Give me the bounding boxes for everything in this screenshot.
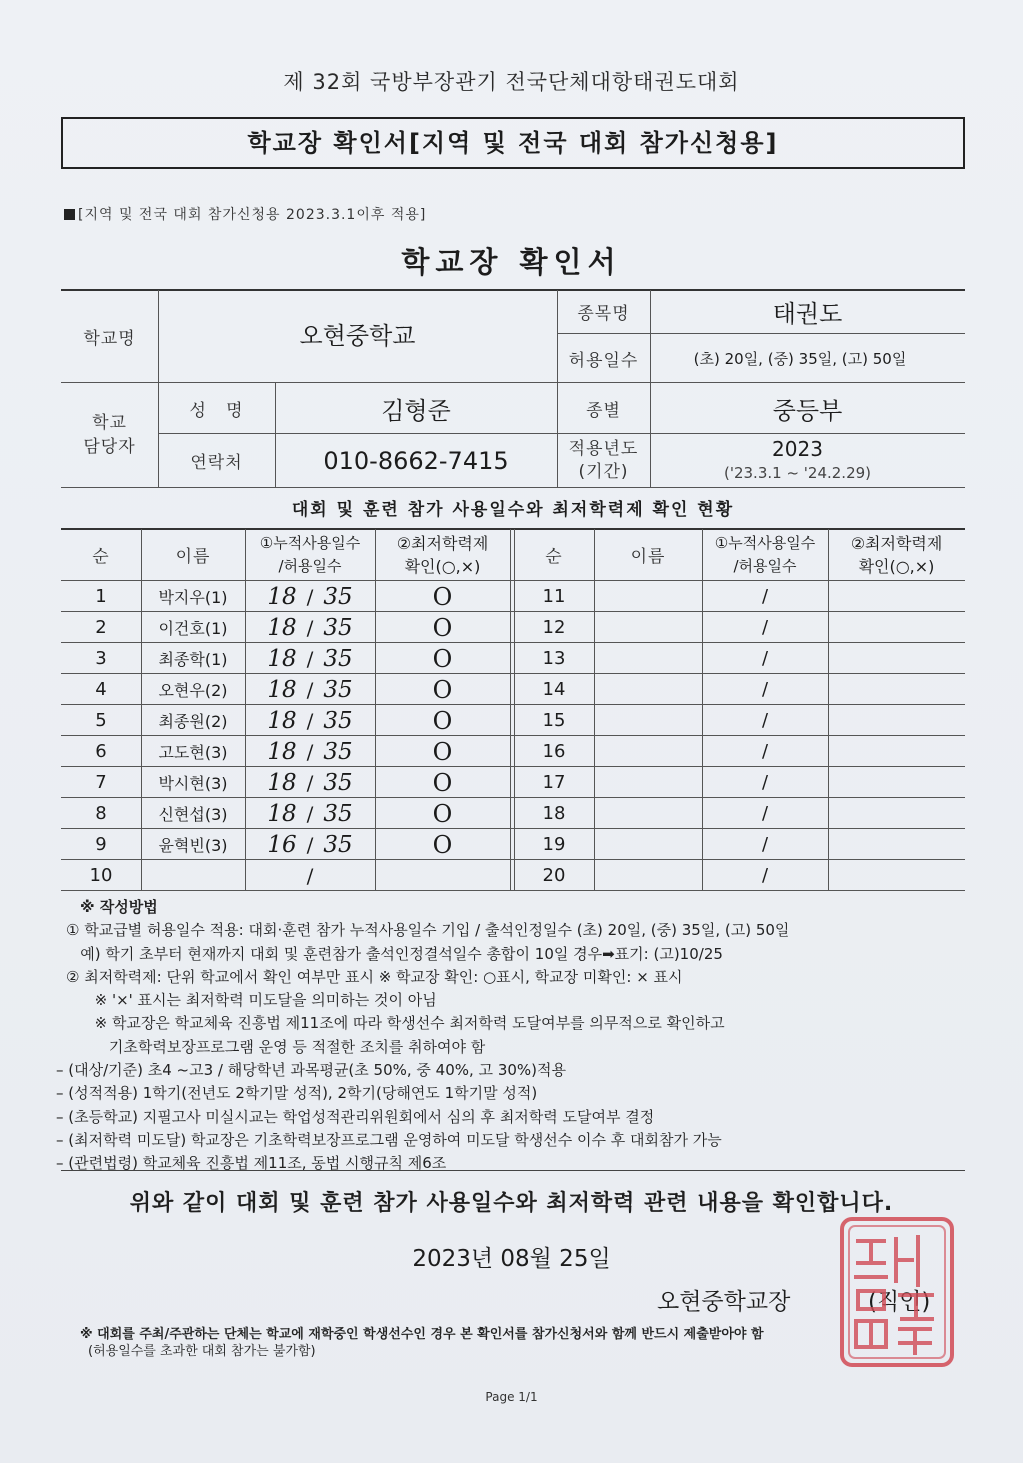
- col-days-header-right: [702, 529, 828, 580]
- phone-label: 연락처: [190, 453, 243, 473]
- category-label: 종별: [586, 400, 621, 421]
- row-number: 6: [95, 741, 107, 762]
- contact-label-2: 담당자: [83, 437, 136, 457]
- days-cell: [245, 736, 375, 767]
- document-title-box: 학교장 확인서[지역 및 전국 대회 참가신청용]: [61, 117, 965, 169]
- row-number: 1: [95, 586, 107, 607]
- confirm-statement: 위와 같이 대회 및 훈련 참가 사용일수와 최저학력 관련 내용을 확인합니다.: [129, 1191, 894, 1216]
- days-cell: [245, 705, 375, 736]
- days-used: 18: [267, 614, 297, 641]
- row-number: 4: [95, 679, 107, 700]
- col-days-header-right-1: ①누적사용일수: [714, 533, 816, 552]
- instruction-line: – (최저학력 미도달) 학교장은 기초학력보장프로그램 운영하여 미도달 학생선수 이수 후 대회참가 가능: [56, 1130, 722, 1149]
- official-seal-image: [836, 1213, 958, 1371]
- row-number: 10: [89, 865, 113, 886]
- days-slash: /: [306, 615, 314, 640]
- year-value-cell: [650, 434, 945, 487]
- student-name: 오현우(2): [158, 681, 228, 700]
- instruction-line: ② 최저학력제: 단위 학교에서 확인 여부만 표시 ※ 학교장 확인: ○표시, 학교장 미확인: × 표시: [66, 967, 683, 986]
- seal-label: (직인): [868, 1289, 931, 1315]
- days-slash: /: [761, 617, 769, 638]
- col-days-header: [245, 529, 375, 580]
- days-slash: /: [761, 586, 769, 607]
- academic-check: O: [432, 675, 453, 704]
- days-slash: /: [306, 584, 314, 609]
- event-title: 제 32회 국방부장관기 전국단체대항태권도대회: [283, 70, 740, 94]
- days-slash: /: [761, 865, 769, 886]
- footer-note: [80, 1326, 764, 1360]
- days-slash: /: [306, 801, 314, 826]
- academic-check: [375, 860, 510, 891]
- days-cell: [245, 581, 375, 612]
- instructions-heading: ※ 작성방법: [80, 898, 158, 916]
- days-cell: [245, 798, 375, 829]
- table-vline: [510, 529, 511, 891]
- days-slash: /: [306, 863, 314, 888]
- col-no-header-right: 순: [545, 547, 563, 567]
- days-cell: [245, 612, 375, 643]
- days-cell: [245, 829, 375, 860]
- row-number: 19: [542, 834, 566, 855]
- row-number: 13: [542, 648, 566, 669]
- days-used: 18: [267, 676, 297, 703]
- col-days-header-1: ①누적사용일수: [259, 533, 361, 552]
- academic-check: O: [432, 706, 453, 735]
- days-slash: /: [761, 679, 769, 700]
- days-used: 16: [267, 831, 297, 858]
- student-name: 최종원(2): [158, 712, 228, 731]
- instruction-line: – (관련법령) 학교체육 진흥법 제11조, 동법 시행규칙 제6조: [56, 1154, 447, 1173]
- days-used: 18: [267, 800, 297, 827]
- contact-label-1: 학교: [92, 413, 127, 433]
- apply-note-text: [지역 및 전국 대회 참가신청용 2023.3.1이후 적용]: [78, 207, 427, 223]
- instruction-line: – (초등학교) 지필고사 미실시교는 학업성적관리위원회에서 심의 후 최저학력 도달여부 결정: [56, 1107, 655, 1126]
- student-name: 박시현(3): [158, 774, 228, 793]
- days-used: 18: [267, 645, 297, 672]
- square-bullet-icon: [64, 209, 75, 220]
- academic-check: O: [432, 737, 453, 766]
- days-slash: /: [306, 646, 314, 671]
- table-vline: [828, 529, 829, 891]
- document-date: 2023년 08월 25일: [412, 1246, 611, 1272]
- document-heading: 학교장 확인서: [401, 245, 622, 279]
- days-allowed: 35: [323, 583, 353, 610]
- days-slash: /: [761, 772, 769, 793]
- instruction-line: 기초학력보장프로그램 운영 등 적절한 조치를 취하여야 함: [66, 1037, 486, 1056]
- instruction-line: 예) 학기 초부터 현재까지 대회 및 훈련참가 출석인정결석일수 총합이 10일 경우➡표기: (고)10/25: [66, 944, 723, 963]
- col-no-header: 순: [92, 547, 110, 567]
- row-number: 11: [542, 586, 566, 607]
- days-allowed: 35: [323, 614, 353, 641]
- days-slash: /: [306, 832, 314, 857]
- row-number: 8: [95, 803, 107, 824]
- notes-divider: [61, 1170, 965, 1171]
- col-check-header-right: [828, 529, 965, 580]
- sport-label: 종목명: [577, 304, 630, 324]
- days-used: 18: [267, 769, 297, 796]
- days-allowed: 35: [323, 800, 353, 827]
- days-allowed: 35: [323, 645, 353, 672]
- days-used: 18: [267, 583, 297, 610]
- col-check-header: [375, 529, 510, 580]
- instruction-line: – (성적적용) 1학기(전년도 2학기말 성적), 2학기(당해연도 1학기말 성적): [56, 1084, 538, 1103]
- days-slash: /: [306, 739, 314, 764]
- days-slash: /: [761, 803, 769, 824]
- col-name-header-right: 이름: [630, 547, 666, 567]
- days-allowed: 35: [323, 831, 353, 858]
- year-label-1: 적용년도: [568, 438, 639, 459]
- days-slash: /: [306, 708, 314, 733]
- page-number: Page 1/1: [485, 1390, 538, 1404]
- principal-name: 오현중학교장: [657, 1289, 791, 1315]
- row-number: 9: [95, 834, 107, 855]
- footer-note-line1: ※ 대회를 주최/주관하는 단체는 학교에 재학중인 학생선수인 경우 본 확인서를 참가신청서와 함께 반드시 제출받아야 함: [80, 1327, 764, 1342]
- table-title: 대회 및 훈련 참가 사용일수와 최저학력제 확인 현황: [291, 500, 735, 520]
- instruction-line: – (대상/기준) 초4 ~고3 / 해당학년 과목평균(초 50%, 중 40%, 고 30%)적용: [56, 1061, 566, 1080]
- row-number: 17: [542, 772, 566, 793]
- academic-check: O: [432, 613, 453, 642]
- year-label: [557, 434, 650, 487]
- col-days-header-right-2: /허용일수: [733, 556, 797, 575]
- academic-check: O: [432, 644, 453, 673]
- row-number: 15: [542, 710, 566, 731]
- row-number: 16: [542, 741, 566, 762]
- row-number: 18: [542, 803, 566, 824]
- row-number: 20: [542, 865, 566, 886]
- footer-note-line2: (허용일수를 초과한 대회 참가는 불가함): [88, 1344, 316, 1359]
- row-number: 3: [95, 648, 107, 669]
- col-check-header-right-2: 확인(○,×): [858, 556, 935, 576]
- apply-note: [64, 204, 426, 224]
- row-number: 2: [95, 617, 107, 638]
- name-value: 김형준: [381, 396, 451, 425]
- days-allowed: 35: [323, 769, 353, 796]
- name-label: 성 명: [189, 400, 244, 421]
- days-slash: /: [761, 741, 769, 762]
- student-name: [141, 860, 245, 891]
- year-value: 2023: [772, 436, 823, 461]
- contact-label: [61, 383, 158, 487]
- row-number: 12: [542, 617, 566, 638]
- academic-check: O: [432, 768, 453, 797]
- row-number: 14: [542, 679, 566, 700]
- instruction-line: ※ '×' 표시는 최저학력 미도달을 의미하는 것이 아님: [66, 991, 437, 1010]
- instruction-line: ① 학교급별 허용일수 적용: 대회·훈련 참가 누적사용일수 기입 / 출석인정일수 (초) 20일, (중) 35일, (고) 50일: [66, 921, 790, 940]
- col-days-header-2: /허용일수: [278, 556, 342, 575]
- school-value: 오현중학교: [299, 321, 416, 350]
- student-name: 박지우(1): [158, 588, 228, 607]
- days-cell: [245, 643, 375, 674]
- student-name: 신현섭(3): [158, 805, 228, 824]
- col-name-header: 이름: [175, 547, 211, 567]
- row-number: 7: [95, 772, 107, 793]
- col-check-header-2: 확인(○,×): [404, 556, 481, 576]
- days-cell: [245, 860, 375, 891]
- student-name: 고도현(3): [158, 743, 228, 762]
- school-label: 학교명: [83, 328, 136, 349]
- days-allowed: 35: [323, 676, 353, 703]
- category-value: 중등부: [772, 396, 843, 425]
- days-cell: [245, 767, 375, 798]
- days-allowed: 35: [323, 738, 353, 765]
- academic-check: O: [432, 582, 453, 611]
- allow-value: (초) 20일, (중) 35일, (고) 50일: [693, 349, 907, 368]
- instruction-line: ※ 학교장은 학교체육 진흥법 제11조에 따라 학생선수 최저학력 도달여부를 의무적으로 확인하고: [66, 1014, 725, 1033]
- days-slash: /: [761, 710, 769, 731]
- period-value: ('23.3.1 ~ '24.2.29): [723, 463, 872, 482]
- days-cell: [245, 674, 375, 705]
- student-name: 최종학(1): [158, 650, 228, 669]
- col-check-header-1: ②최저학력제: [396, 533, 489, 553]
- academic-check: O: [432, 799, 453, 828]
- days-slash: /: [306, 677, 314, 702]
- table-vline: [594, 529, 595, 891]
- allow-label: 허용일수: [568, 350, 639, 371]
- student-name: 이건호(1): [158, 619, 228, 638]
- year-label-2: (기간): [578, 461, 629, 482]
- sport-value: 태권도: [772, 300, 843, 328]
- days-allowed: 35: [323, 707, 353, 734]
- days-used: 18: [267, 707, 297, 734]
- days-slash: /: [761, 648, 769, 669]
- info-line: [61, 487, 965, 488]
- student-name: 윤혁빈(3): [158, 836, 228, 855]
- days-used: 18: [267, 738, 297, 765]
- instructions: [56, 896, 966, 1176]
- col-check-header-right-1: ②최저학력제: [850, 533, 943, 553]
- row-number: 5: [95, 710, 107, 731]
- days-slash: /: [306, 770, 314, 795]
- academic-check: O: [432, 830, 453, 859]
- days-slash: /: [761, 834, 769, 855]
- phone-value: 010-8662-7415: [323, 446, 509, 475]
